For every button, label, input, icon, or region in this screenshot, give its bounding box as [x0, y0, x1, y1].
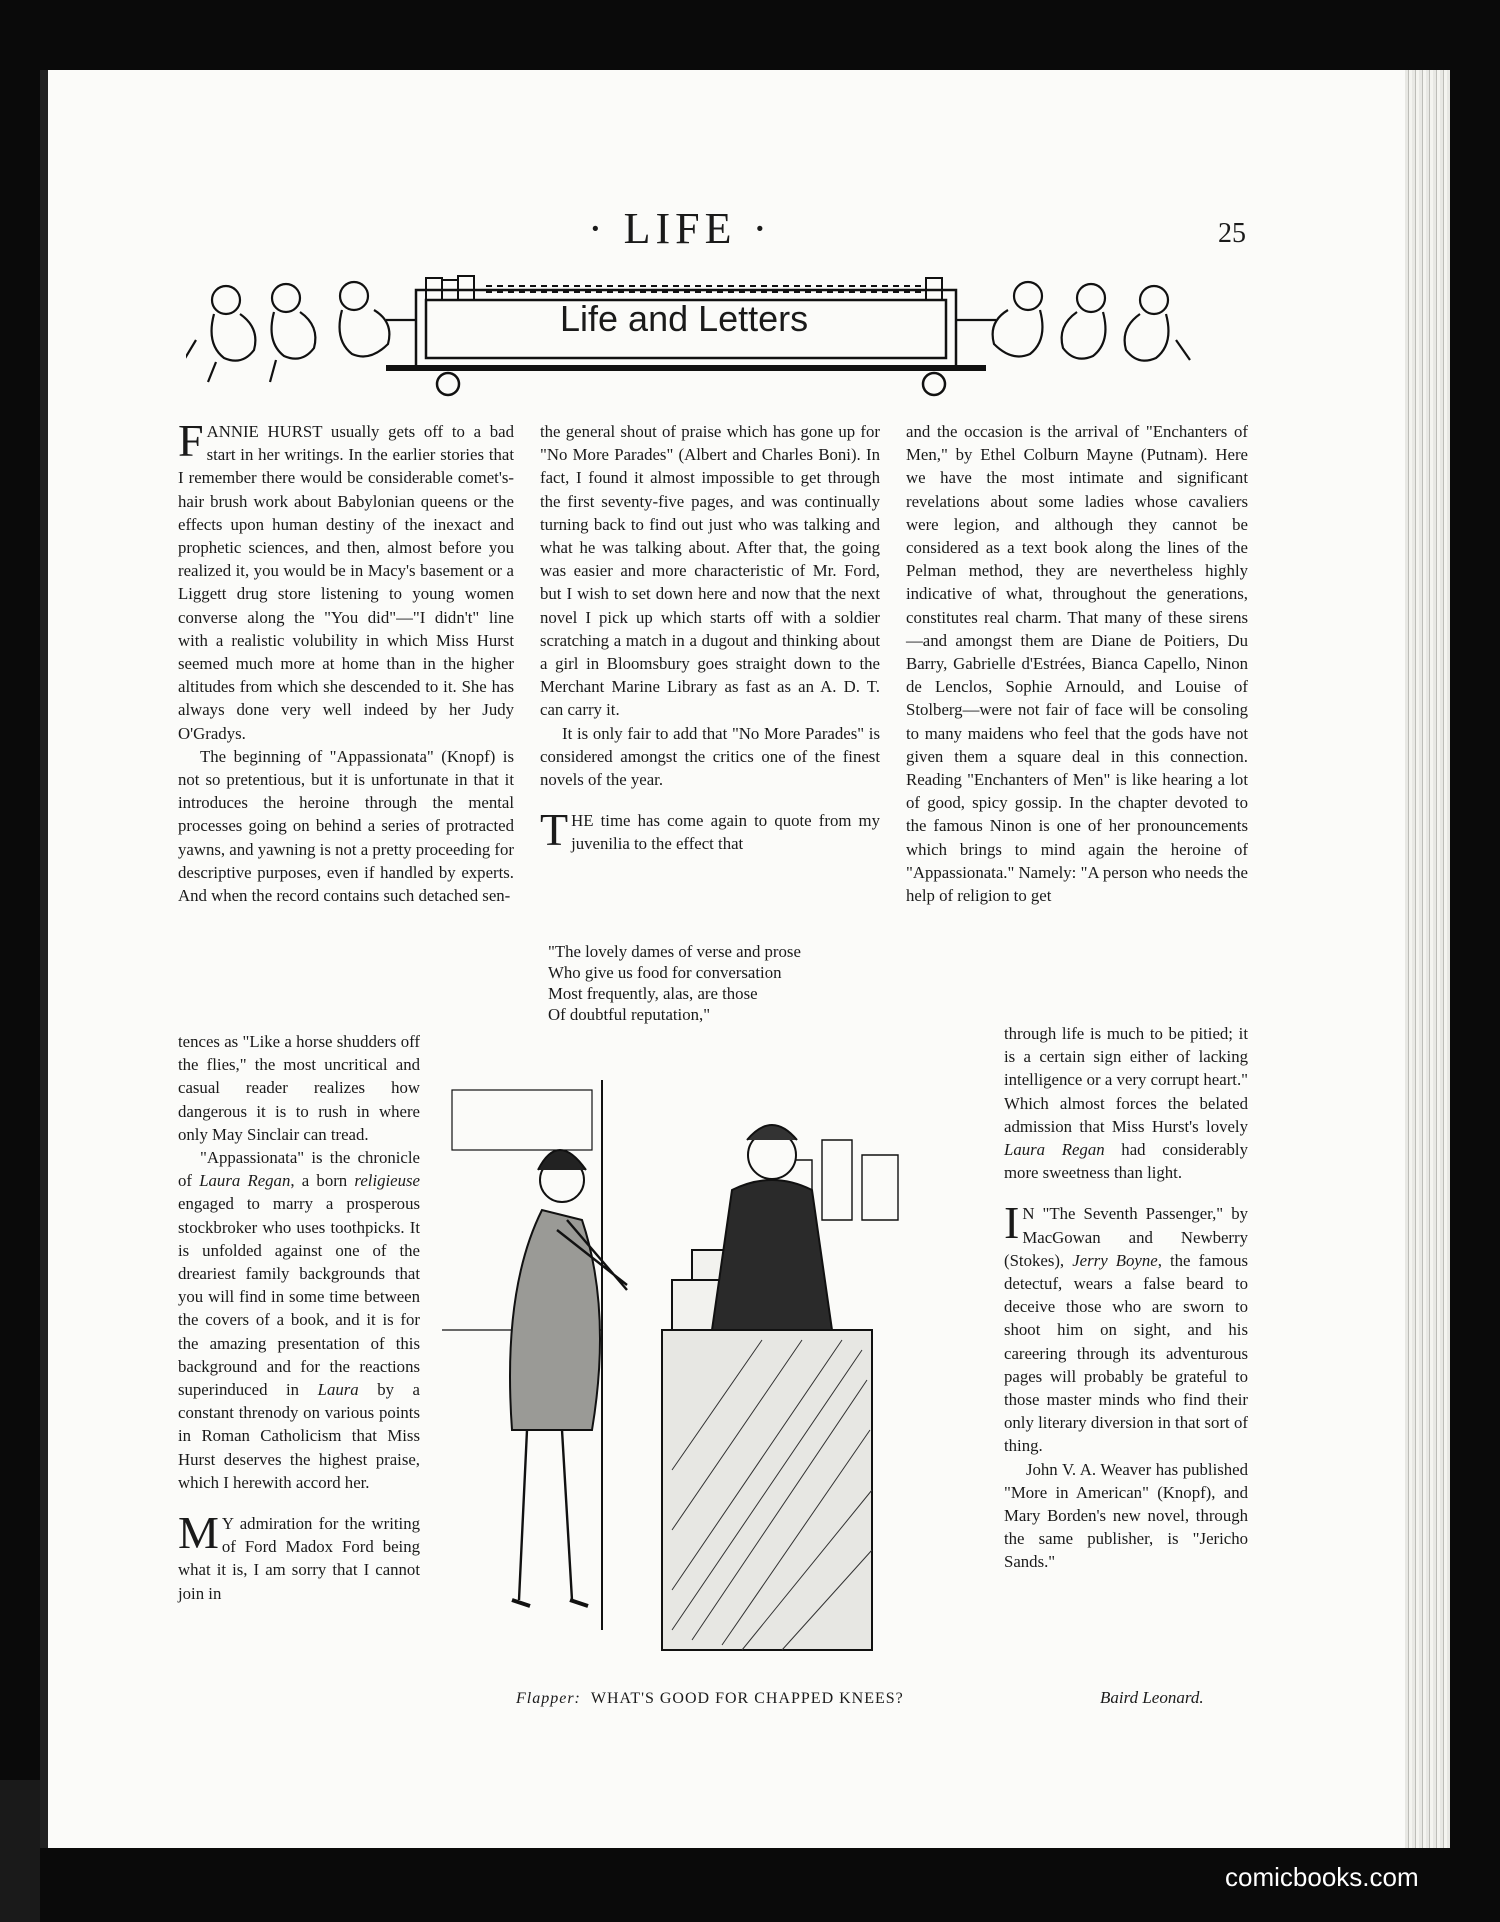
drop-cap: M	[178, 1507, 219, 1559]
paragraph: It is only fair to add that "No More Parades" is considered amongst the critics one of the finest novels of the year.	[540, 723, 880, 790]
article-column-3	[906, 420, 1248, 907]
paragraph	[1004, 1022, 1248, 1184]
verse-line: Of doubtful reputation,"	[548, 1005, 711, 1024]
text-run: through life is much to be pitied; it is a certain sign either of lacking intelligence or a very corrupt heart." Which almost forces the belated admission that Miss Hurst's lovely	[1004, 1024, 1248, 1136]
article-column-1-lower	[178, 1030, 420, 1605]
masthead: · LIFE ·	[588, 204, 773, 253]
italic-name: Laura Regan	[199, 1171, 291, 1191]
italic-name: Jerry Boyne	[1072, 1250, 1158, 1270]
text-run: "Appassionata" is the chronicle of	[178, 1148, 420, 1191]
text-run: engaged to marry a prosperous stockbroker who uses toothpicks. It is unfolded against one of the dreariest family backgrounds that you will find in some time between the covers of a book, and it is for the amazing presentation of this background and for the reactions superinduced in	[178, 1194, 420, 1400]
article-column-2	[540, 420, 880, 856]
paragraph: The beginning of "Appassionata" (Knopf) is not so pretentious, but it is unfortunate in that it introduces the heroine through the mental processes going on behind a series of protracted yawns, and yawning is not a pretty proceeding for descriptive purposes, even if handled by experts. And when the record contains such detached sen-	[178, 746, 515, 906]
italic-name: Laura	[317, 1380, 359, 1400]
article-column-3-lower	[1004, 1022, 1248, 1574]
caption-text: WHAT'S GOOD FOR CHAPPED KNEES?	[590, 1690, 904, 1707]
paragraph	[178, 415, 514, 745]
paragraph-text: Y admiration for the writing of Ford Madox Ford being what it is, I am sorry that I cannot join in	[178, 1514, 420, 1603]
text-run: had considerably more sweetness than light.	[1004, 1140, 1248, 1183]
section-title: Life and Letters	[560, 298, 809, 339]
page-left-edge	[40, 70, 48, 1848]
paragraph	[1004, 1197, 1248, 1457]
paragraph: and the occasion is the arrival of "Enchanters of Men," by Ethel Colburn Mayne (Putnam). Here we have the most intimate and significant revelations about some ladies whose cavaliers were legion, and although they cannot be considered as a text book along the lines of the Pelman method, they are nevertheless highly indicative of what, throughout the generations, constitutes real charm. That many of these sirens —and amongst them are Diane de Poitiers, Du Barry, Gabrielle d'Estrées, Bianca Capello, Ninon de Lenclos, Sophie Arnould, and Louise of Stolberg—were not fair of face will be consoling to many maidens who feel that the gods have not given them a square deal in this connection. Reading "Enchanters of Men" is like hearing a lot of good, spicy gossip. In the chapter devoted to the famous Ninon is one of her pronouncements which brings to mind again the heroine of "Appassionata." Namely: "A person who needs the help of religion to get	[906, 422, 1248, 906]
text-run: , a born	[290, 1171, 355, 1191]
verse-line: Most frequently, alas, are those	[548, 984, 758, 1003]
caption-speaker: Flapper:	[516, 1690, 581, 1707]
paragraph	[178, 1507, 420, 1605]
drop-cap: F	[178, 415, 204, 466]
paragraph-text: ANNIE HURST usually gets off to a bad start in her writings. In the earlier stories that I remember there would be considerable comet's-hair brush work about Babylonian queens or the effects upon human destiny of the inexact and prophetic sciences, and then, almost before you realized it, you would be in Macy's basement or a Liggett drug store listening to young women converse along the "You did"—"I didn't" line with a realistic volubility in which Miss Hurst seemed much more at home than in the higher altitudes from which she descended to it. She has always done very well indeed by her Judy O'Gradys.	[178, 422, 514, 743]
paragraph	[540, 804, 880, 856]
binding-gutter	[0, 1780, 40, 1922]
paragraph-text: HE time has come again to quote from my juvenilia to the effect that	[571, 811, 880, 854]
italic-name: Laura Regan	[1004, 1140, 1105, 1160]
paragraph	[178, 1146, 420, 1494]
cartoon-caption	[516, 1690, 904, 1708]
watermark: comicbooks.com	[1225, 1862, 1419, 1892]
verse-quote	[548, 941, 801, 1025]
cartoon-illustration	[442, 1030, 972, 1690]
text-run: N "The Seventh Passenger," by MacGowan and Newberry (Stokes),	[1004, 1204, 1248, 1270]
page-number: 25	[1218, 218, 1246, 249]
text-run: by a constant threnody on various points in Roman Catholicism that Miss Hurst deserves the highest praise, which I herewith accord her.	[178, 1380, 420, 1492]
author-signature: Baird Leonard.	[1100, 1688, 1204, 1707]
italic-word: religieuse	[354, 1171, 420, 1191]
verse-line: "The lovely dames of verse and prose	[548, 942, 801, 961]
drop-cap: T	[540, 804, 569, 856]
text-run: , the famous detectuf, wears a false beard to deceive those who are sworn to shoot him on sight, and his careering through its adventurous pages will probably be grateful to those master minds who find their only literary diversion in that sort of thing.	[1004, 1250, 1248, 1456]
page-stack-edge	[1405, 70, 1450, 1848]
paragraph: tences as "Like a horse shudders off the flies," the most uncritical and casual reader realizes how dangerous it is to rush in where only May Sinclair can tread.	[178, 1032, 420, 1144]
verse-line: Who give us food for conversation	[548, 963, 782, 982]
article-column-1	[178, 415, 515, 907]
paragraph: the general shout of praise which has gone up for "No More Parades" (Albert and Charles Boni). In fact, I found it almost impossible to get through the first seventy-five pages, and was continually turning back to find out just who was talking and what he was talking about. After that, the going was easier and more characteristic of Mr. Ford, but I wish to set down here and now that the next novel I pick up which starts off with a soldier scratching a match in a dugout and thinking about a girl in Bloomsbury goes straight down to the Merchant Marine Library as fast as an A. D. T. can carry it.	[540, 422, 880, 720]
drop-cap: I	[1004, 1197, 1020, 1249]
paragraph: John V. A. Weaver has published "More in American" (Knopf), and Mary Borden's new novel, through the same publisher, is "Jericho Sands."	[1004, 1459, 1248, 1572]
